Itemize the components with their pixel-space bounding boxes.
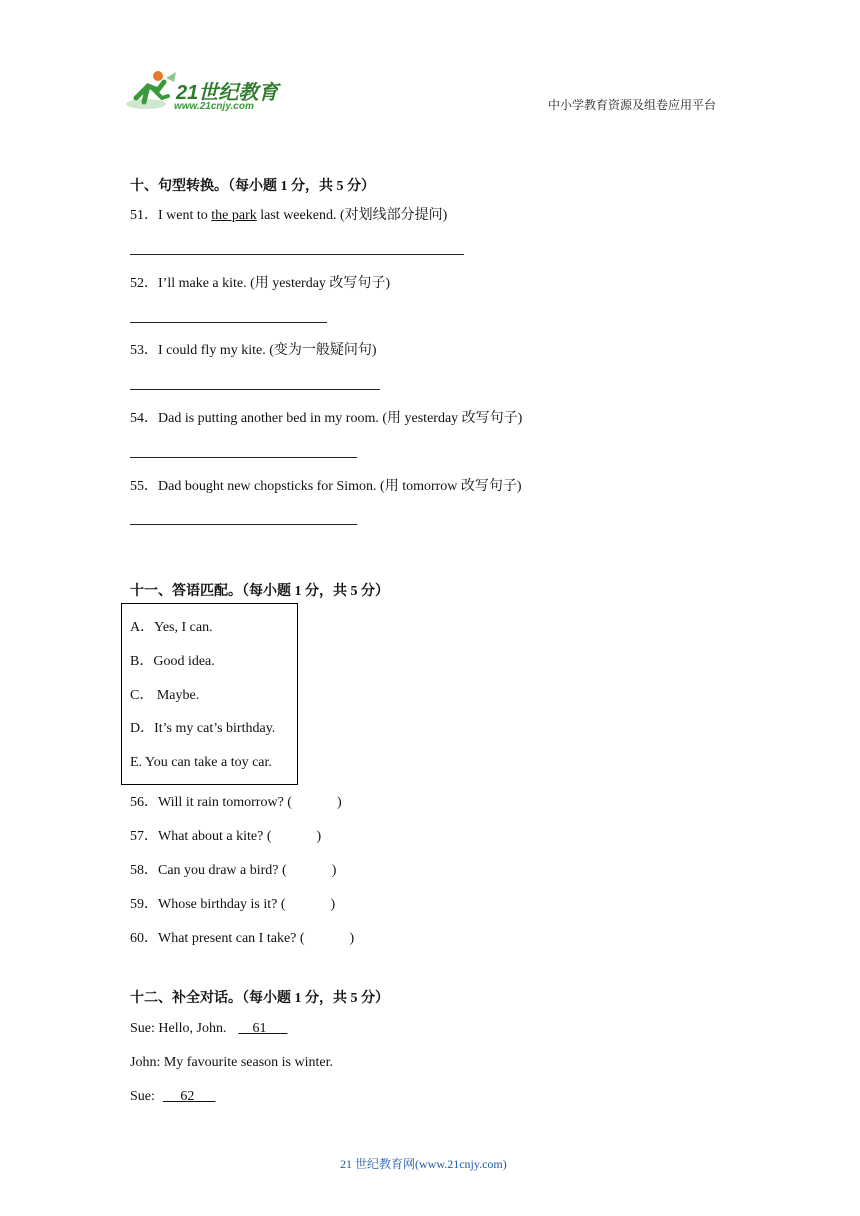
question-52: 52．I’ll make a kite. (用 yesterday 改写句子): [130, 276, 391, 291]
answer-line-54[interactable]: [130, 457, 357, 458]
option-b: B．Good idea.: [130, 654, 215, 669]
blank-61-number: 61: [252, 1021, 267, 1036]
dialogue-blank-62[interactable]: [163, 1089, 216, 1104]
question-53: 53．I could fly my kite. (变为一般疑问句): [130, 343, 377, 358]
question-57-text: 57．What about a kite? (: [130, 829, 272, 844]
close-paren: ): [336, 795, 342, 810]
question-51: [130, 207, 447, 225]
option-a: A．Yes, I can.: [130, 620, 213, 635]
option-d: D．It’s my cat’s birthday.: [130, 721, 276, 736]
answer-line-51[interactable]: [130, 254, 464, 255]
dialogue-3-speaker: Sue:: [130, 1089, 155, 1104]
question-59-text: 59．Whose birthday is it? (: [130, 897, 286, 912]
section-12-title: 十二、补全对话。（每小题 1 分，共 5 分）: [130, 991, 389, 1006]
question-58-text: 58．Can you draw a bird? (: [130, 863, 287, 878]
close-paren: ): [349, 931, 355, 946]
question-56-text: 56．Will it rain tomorrow? (: [130, 795, 292, 810]
dialogue-line-1: [130, 1020, 287, 1038]
dialogue-1-speaker: Sue: Hello, John.: [130, 1021, 227, 1036]
dialogue-blank-61[interactable]: [238, 1021, 287, 1036]
section-10-title: 十、句型转换。（每小题 1 分，共 5 分）: [130, 179, 375, 194]
close-paren: ): [316, 829, 322, 844]
question-60-text: 60．What present can I take? (: [130, 931, 305, 946]
logo-brand: 21世纪教育: [176, 82, 279, 104]
close-paren: ): [330, 897, 336, 912]
dialogue-line-2: John: My favourite season is winter.: [130, 1055, 333, 1070]
blank-62-number: 62: [180, 1089, 195, 1104]
question-59: [130, 896, 335, 914]
question-55: 55．Dad bought new chopsticks for Simon. (用 tomorrow 改写句子): [130, 479, 522, 494]
question-57: [130, 828, 321, 846]
answer-line-53[interactable]: [130, 389, 380, 390]
answer-line-52[interactable]: [130, 322, 327, 323]
option-e: E. You can take a toy car.: [130, 755, 272, 770]
question-54: 54．Dad is putting another bed in my room. (用 yesterday 改写句子): [130, 411, 523, 426]
site-slogan: 中小学教育资源及组卷应用平台: [548, 98, 717, 112]
section-11-title: 十一、答语匹配。（每小题 1 分，共 5 分）: [130, 584, 389, 599]
page-footer[interactable]: 21 世纪教育网(www.21cnjy.com): [340, 1157, 507, 1171]
logo-url: www.21cnjy.com: [174, 101, 254, 112]
question-60: [130, 930, 354, 948]
question-56: [130, 794, 342, 812]
answer-line-55[interactable]: [130, 524, 357, 525]
question-51-number: 51．: [130, 208, 158, 223]
question-51-pre: I went to: [158, 208, 212, 223]
option-c: C． Maybe.: [130, 688, 200, 703]
question-51-underlined: the park: [211, 208, 257, 223]
close-paren: ): [331, 863, 337, 878]
site-logo: [122, 68, 292, 116]
question-51-post: last weekend. (对划线部分提问): [256, 208, 448, 223]
dialogue-line-3: [130, 1088, 215, 1106]
question-58: [130, 862, 336, 880]
